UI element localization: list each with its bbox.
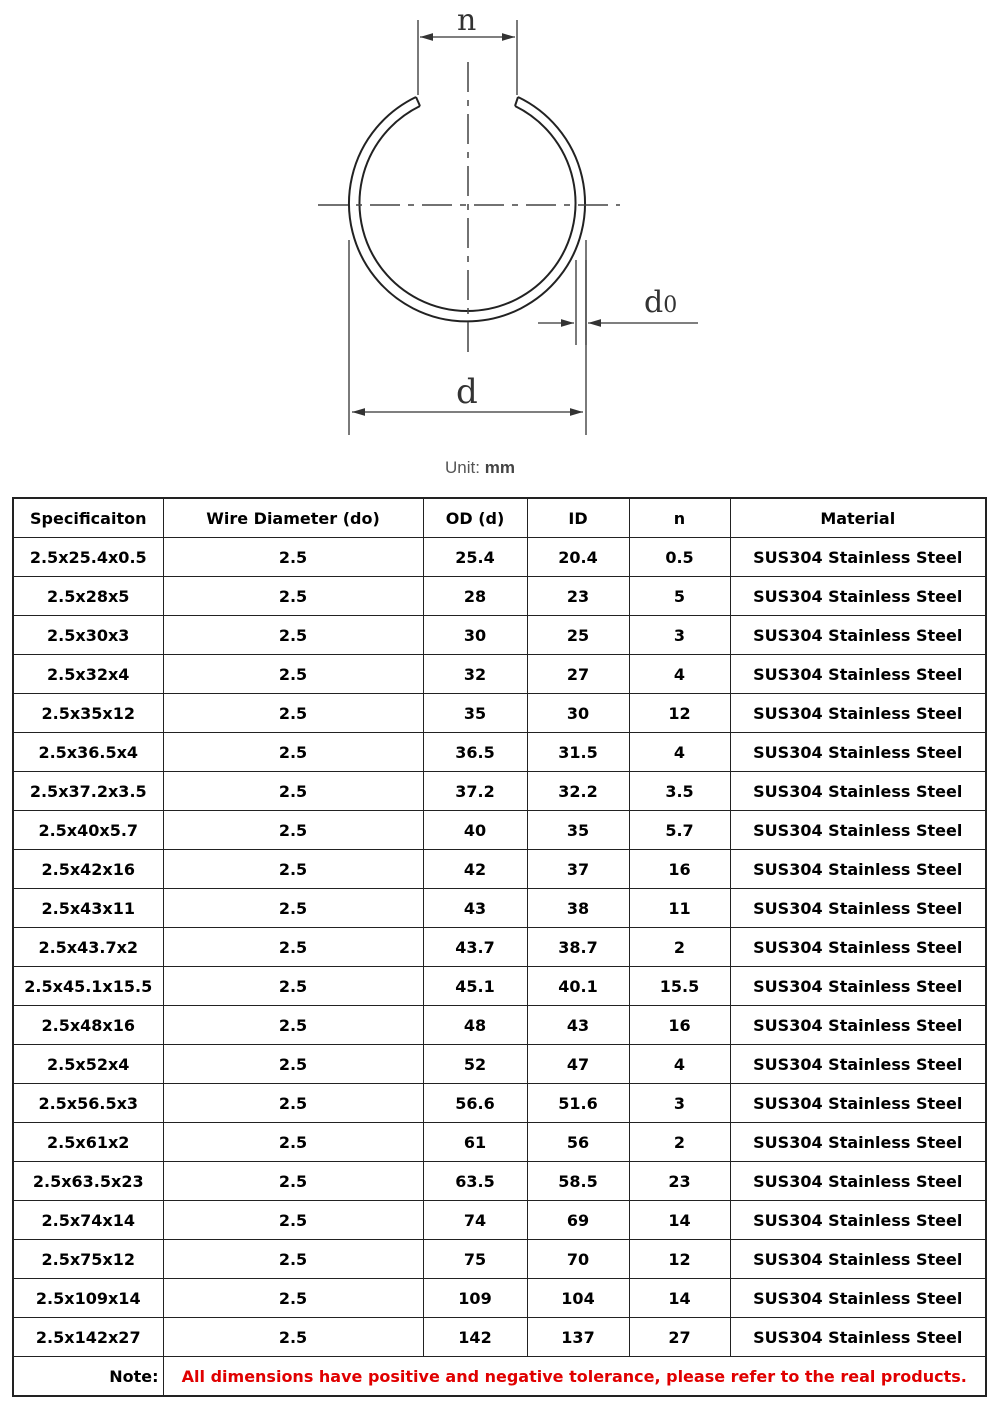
cell-wire-diameter: 2.5 [163,928,423,967]
cell-od: 42 [423,850,527,889]
cell-wire-diameter: 2.5 [163,772,423,811]
cell-n: 16 [629,1006,730,1045]
cell-od: 56.6 [423,1084,527,1123]
cell-material: SUS304 Stainless Steel [730,616,986,655]
cell-od: 142 [423,1318,527,1357]
cell-wire-diameter: 2.5 [163,811,423,850]
cell-wire-diameter: 2.5 [163,1279,423,1318]
col-header-od: OD (d) [423,498,527,538]
col-header-wire-diameter: Wire Diameter (do) [163,498,423,538]
cell-specification: 2.5x25.4x0.5 [13,538,163,577]
table-row [13,616,986,655]
table-row [13,1318,986,1357]
cell-od: 63.5 [423,1162,527,1201]
cell-wire-diameter: 2.5 [163,1084,423,1123]
table-row [13,772,986,811]
ring-outline [349,97,585,321]
cell-specification: 2.5x30x3 [13,616,163,655]
cell-n: 2 [629,928,730,967]
table-row [13,850,986,889]
table-header-row [13,498,986,538]
cell-id: 69 [527,1201,629,1240]
cell-wire-diameter: 2.5 [163,1201,423,1240]
cell-wire-diameter: 2.5 [163,694,423,733]
cell-od: 48 [423,1006,527,1045]
cell-od: 28 [423,577,527,616]
cell-specification: 2.5x42x16 [13,850,163,889]
cell-wire-diameter: 2.5 [163,733,423,772]
cell-specification: 2.5x63.5x23 [13,1162,163,1201]
cell-n: 4 [629,1045,730,1084]
cell-od: 32 [423,655,527,694]
table-row [13,1123,986,1162]
table-row [13,733,986,772]
cell-specification: 2.5x36.5x4 [13,733,163,772]
cell-specification: 2.5x45.1x15.5 [13,967,163,1006]
cell-id: 27 [527,655,629,694]
cell-material: SUS304 Stainless Steel [730,538,986,577]
cell-od: 37.2 [423,772,527,811]
cell-wire-diameter: 2.5 [163,616,423,655]
cell-id: 30 [527,694,629,733]
cell-id: 37 [527,850,629,889]
cell-n: 5.7 [629,811,730,850]
cell-wire-diameter: 2.5 [163,655,423,694]
cell-od: 109 [423,1279,527,1318]
cell-n: 11 [629,889,730,928]
cell-material: SUS304 Stainless Steel [730,1006,986,1045]
cell-wire-diameter: 2.5 [163,967,423,1006]
cell-od: 30 [423,616,527,655]
unit-value: mm [484,458,515,477]
cell-specification: 2.5x28x5 [13,577,163,616]
cell-id: 38.7 [527,928,629,967]
table-row [13,655,986,694]
cell-n: 5 [629,577,730,616]
cell-id: 47 [527,1045,629,1084]
cell-od: 75 [423,1240,527,1279]
col-header-material: Material [730,498,986,538]
cell-id: 70 [527,1240,629,1279]
table-row [13,1006,986,1045]
cell-material: SUS304 Stainless Steel [730,1279,986,1318]
cell-material: SUS304 Stainless Steel [730,967,986,1006]
table-row [13,1279,986,1318]
cell-id: 58.5 [527,1162,629,1201]
cell-material: SUS304 Stainless Steel [730,694,986,733]
cell-material: SUS304 Stainless Steel [730,1123,986,1162]
cell-material: SUS304 Stainless Steel [730,733,986,772]
cell-material: SUS304 Stainless Steel [730,655,986,694]
note-row [13,1357,986,1397]
cell-id: 25 [527,616,629,655]
outer-diameter-label: d [456,372,478,412]
cell-id: 32.2 [527,772,629,811]
cell-od: 43.7 [423,928,527,967]
cell-specification: 2.5x37.2x3.5 [13,772,163,811]
cell-od: 74 [423,1201,527,1240]
cell-n: 3 [629,1084,730,1123]
cell-n: 2 [629,1123,730,1162]
table-row [13,577,986,616]
table-row [13,1045,986,1084]
cell-material: SUS304 Stainless Steel [730,1240,986,1279]
cell-material: SUS304 Stainless Steel [730,811,986,850]
cell-id: 40.1 [527,967,629,1006]
cell-n: 14 [629,1201,730,1240]
cell-specification: 2.5x32x4 [13,655,163,694]
cell-id: 23 [527,577,629,616]
ring-diagram [0,0,1000,460]
cell-n: 3 [629,616,730,655]
table-row [13,694,986,733]
cell-material: SUS304 Stainless Steel [730,772,986,811]
cell-od: 25.4 [423,538,527,577]
cell-specification: 2.5x74x14 [13,1201,163,1240]
cell-od: 52 [423,1045,527,1084]
cell-material: SUS304 Stainless Steel [730,850,986,889]
table-row [13,1240,986,1279]
cell-wire-diameter: 2.5 [163,850,423,889]
cell-wire-diameter: 2.5 [163,577,423,616]
cell-specification: 2.5x52x4 [13,1045,163,1084]
note-label: Note: [13,1357,163,1397]
cell-specification: 2.5x142x27 [13,1318,163,1357]
unit-caption [0,458,960,478]
cell-id: 20.4 [527,538,629,577]
col-header-specification: Specificaiton [13,498,163,538]
cell-od: 45.1 [423,967,527,1006]
table-row [13,1162,986,1201]
cell-id: 43 [527,1006,629,1045]
col-header-id: ID [527,498,629,538]
cell-material: SUS304 Stainless Steel [730,577,986,616]
cell-n: 27 [629,1318,730,1357]
cell-specification: 2.5x56.5x3 [13,1084,163,1123]
cell-id: 31.5 [527,733,629,772]
cell-specification: 2.5x109x14 [13,1279,163,1318]
cell-n: 12 [629,1240,730,1279]
cell-n: 4 [629,733,730,772]
cell-n: 3.5 [629,772,730,811]
cell-material: SUS304 Stainless Steel [730,1201,986,1240]
cell-specification: 2.5x35x12 [13,694,163,733]
unit-prefix: Unit: [445,458,480,477]
cell-wire-diameter: 2.5 [163,1240,423,1279]
cell-wire-diameter: 2.5 [163,889,423,928]
cell-n: 4 [629,655,730,694]
cell-id: 104 [527,1279,629,1318]
cell-wire-diameter: 2.5 [163,1318,423,1357]
cell-n: 0.5 [629,538,730,577]
cell-id: 35 [527,811,629,850]
table-row [13,928,986,967]
spec-table [12,497,987,1397]
cell-specification: 2.5x61x2 [13,1123,163,1162]
wire-label: d0 [644,285,678,320]
cell-od: 40 [423,811,527,850]
cell-wire-diameter: 2.5 [163,538,423,577]
table-row [13,811,986,850]
cell-specification: 2.5x40x5.7 [13,811,163,850]
gap-label: n [457,3,477,38]
table-row [13,1084,986,1123]
cell-id: 56 [527,1123,629,1162]
cell-specification: 2.5x48x16 [13,1006,163,1045]
cell-material: SUS304 Stainless Steel [730,889,986,928]
cell-n: 15.5 [629,967,730,1006]
cell-n: 12 [629,694,730,733]
cell-id: 51.6 [527,1084,629,1123]
cell-material: SUS304 Stainless Steel [730,1162,986,1201]
cell-wire-diameter: 2.5 [163,1045,423,1084]
cell-wire-diameter: 2.5 [163,1162,423,1201]
note-text: All dimensions have positive and negative tolerance, please refer to the real products. [163,1357,986,1397]
cell-specification: 2.5x75x12 [13,1240,163,1279]
cell-id: 137 [527,1318,629,1357]
cell-id: 38 [527,889,629,928]
cell-wire-diameter: 2.5 [163,1123,423,1162]
cell-material: SUS304 Stainless Steel [730,928,986,967]
table-row [13,889,986,928]
cell-specification: 2.5x43.7x2 [13,928,163,967]
cell-wire-diameter: 2.5 [163,1006,423,1045]
cell-n: 23 [629,1162,730,1201]
cell-material: SUS304 Stainless Steel [730,1045,986,1084]
col-header-n: n [629,498,730,538]
cell-material: SUS304 Stainless Steel [730,1318,986,1357]
cell-od: 35 [423,694,527,733]
cell-od: 43 [423,889,527,928]
table-row [13,1201,986,1240]
cell-od: 61 [423,1123,527,1162]
cell-n: 16 [629,850,730,889]
cell-n: 14 [629,1279,730,1318]
table-row [13,538,986,577]
cell-od: 36.5 [423,733,527,772]
cell-specification: 2.5x43x11 [13,889,163,928]
table-row [13,967,986,1006]
cell-material: SUS304 Stainless Steel [730,1084,986,1123]
